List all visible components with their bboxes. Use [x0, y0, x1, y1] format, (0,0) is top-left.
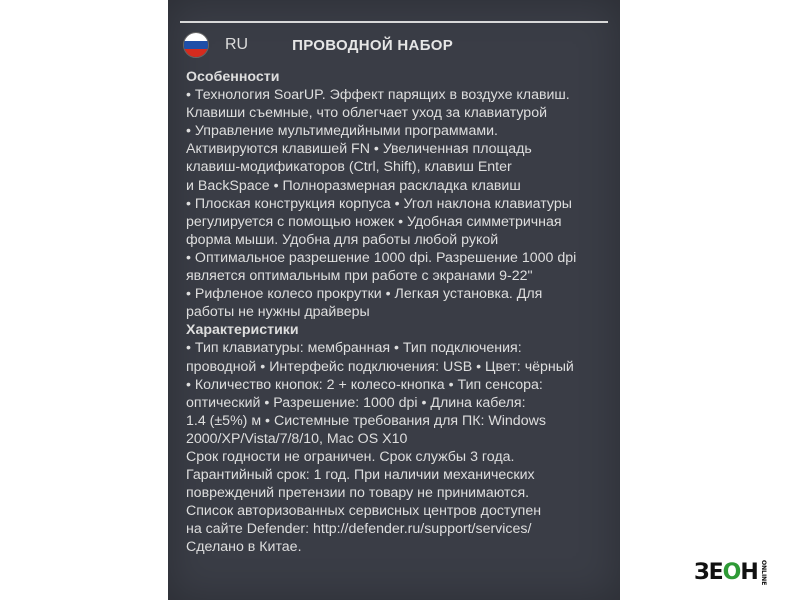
- text-line: Клавиши съемные, что облегчает уход за клавиатурой: [186, 105, 548, 122]
- text-line: проводной • Интерфейс подключения: USB • Цвет: чёрный: [186, 358, 574, 375]
- product-title: ПРОВОДНОЙ НАБОР: [292, 36, 454, 54]
- header: [183, 30, 613, 60]
- text-line: повреждений претензии по товару не принимаются.: [186, 485, 530, 502]
- text-line: оптический • Разрешение: 1000 dpi • Длина кабеля:: [186, 394, 526, 411]
- text-line: клавиш-модификаторов (Ctrl, Shift), клавиш Enter: [186, 159, 512, 176]
- description-text: [186, 68, 616, 557]
- text-line: на сайте Defender: http://defender.ru/support/services/: [186, 521, 532, 538]
- section-heading: Характеристики: [186, 322, 299, 339]
- text-line: Срок годности не ограничен. Срок службы 3 года.: [186, 448, 515, 465]
- text-line: • Технология SoarUP. Эффект парящих в воздухе клавиш.: [186, 87, 570, 104]
- top-divider: [180, 21, 608, 23]
- text-line: • Плоская конструкция корпуса • Угол наклона клавиатуры: [186, 195, 572, 212]
- text-line: регулируется с помощью ножек • Удобная симметричная: [186, 213, 562, 230]
- text-line: 1.4 (±5%) м • Системные требования для ПК: Windows: [186, 412, 546, 429]
- text-line: является оптимальным при работе с экранами 9-22": [186, 268, 533, 285]
- logo-wordmark: [694, 560, 758, 585]
- text-line: 2000/XP/Vista/7/8/10, Mac OS X10: [186, 430, 408, 447]
- text-line: и BackSpace • Полноразмерная раскладка клавиш: [186, 177, 521, 194]
- flag-stripe-red: [184, 49, 208, 57]
- section-heading: Особенности: [186, 69, 280, 85]
- text-line: • Тип клавиатуры: мембранная • Тип подключения:: [186, 340, 522, 357]
- zeon-logo: [694, 560, 767, 585]
- text-line: Активируются клавишей FN • Увеличенная площадь: [186, 141, 532, 158]
- text-line: Список авторизованных сервисных центров доступен: [186, 503, 542, 520]
- text-line: • Рифленое колесо прокрутки • Легкая установка. Для: [186, 286, 543, 303]
- text-line: Гарантийный срок: 1 год. При наличии механических: [186, 467, 535, 484]
- text-line: • Количество кнопок: 2 + колесо-кнопка • Тип сенсора:: [186, 376, 543, 393]
- logo-accent: О: [722, 560, 741, 586]
- text-line: работы не нужны драйверы: [186, 304, 370, 321]
- logo-right: Н: [740, 560, 758, 586]
- logo-left: ЗЕ: [694, 560, 723, 586]
- logo-subtext: ONLINE: [759, 560, 767, 586]
- language-code: RU: [225, 36, 249, 53]
- russia-flag-icon: [183, 32, 209, 58]
- text-line: • Управление мультимедийными программами.: [186, 123, 498, 140]
- flag-stripe-white: [184, 33, 208, 41]
- text-line: Сделано в Китае.: [186, 539, 302, 556]
- flag-stripe-blue: [184, 41, 208, 49]
- text-line: • Оптимальное разрешение 1000 dpi. Разрешение 1000 dpi: [186, 249, 577, 266]
- text-line: форма мыши. Удобна для работы любой рукой: [186, 231, 499, 248]
